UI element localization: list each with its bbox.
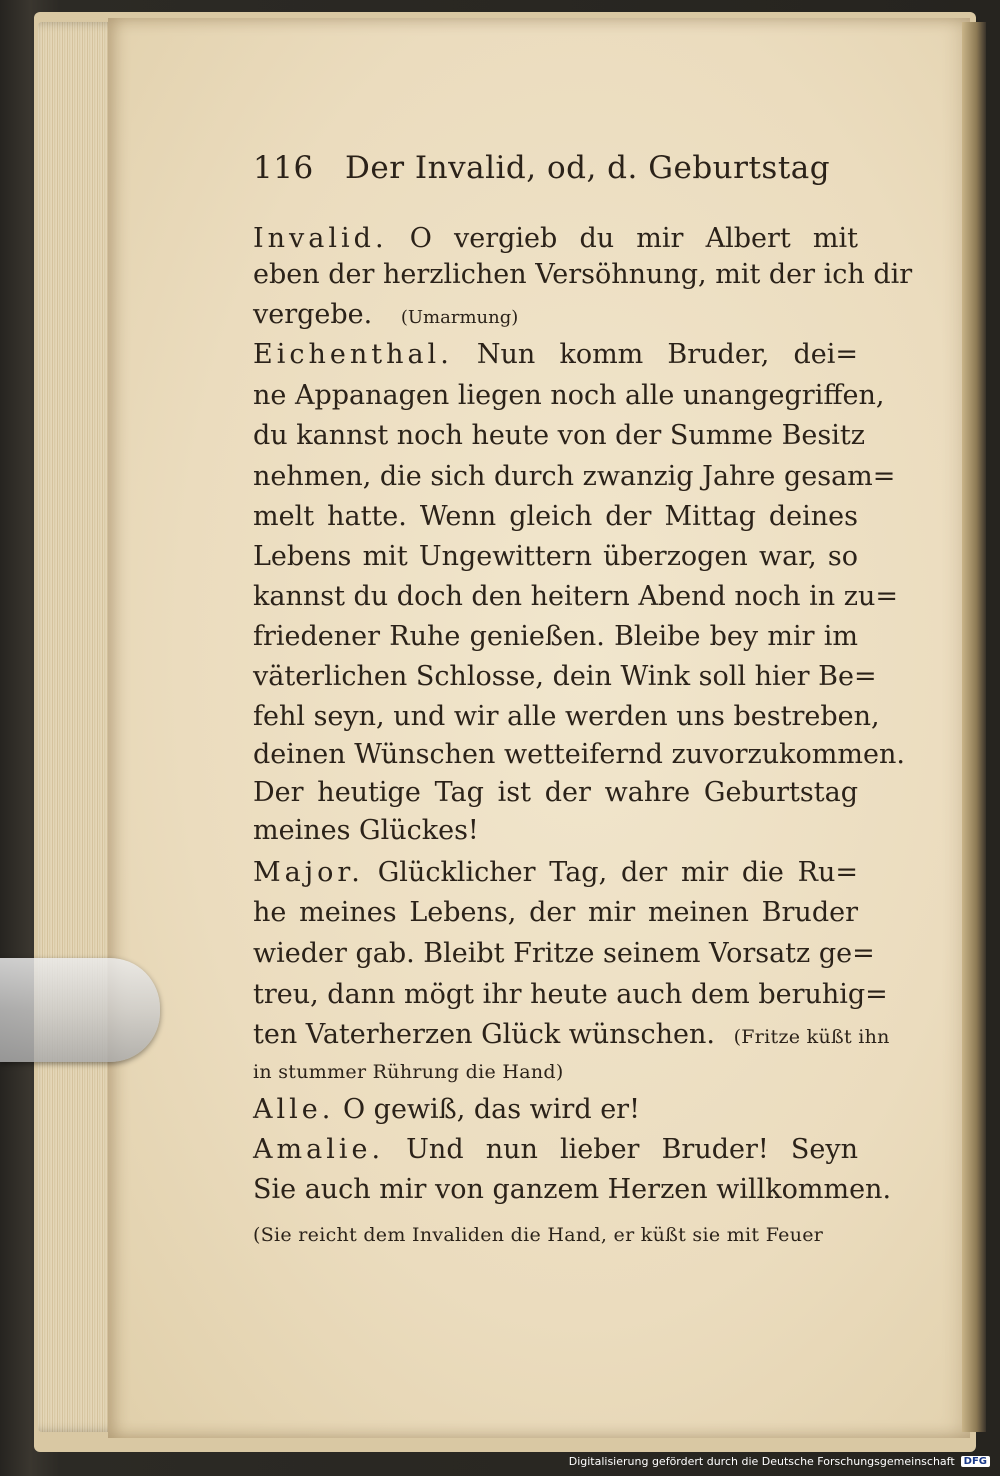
text-line [253, 814, 858, 848]
text-line [253, 937, 875, 971]
line-text: treu, dann mögt ihr heute auch dem beruhig= [253, 979, 888, 1010]
text-line [253, 540, 858, 574]
line-text: melt hatte. Wenn gleich der Mittag deines [253, 501, 858, 532]
stage-direction: (Umarmung) [400, 307, 519, 328]
text-line [253, 379, 885, 413]
line-text: vergebe. [253, 299, 373, 330]
footer-text: Digitalisierung gefördert durch die Deutsche Forschungsgemeinschaft [568, 1455, 955, 1468]
line-text: O gewiß, das wird er! [342, 1094, 640, 1125]
text-line [253, 1173, 892, 1207]
text-line [253, 776, 858, 810]
text-line [253, 1216, 858, 1252]
page-number: 116 [253, 150, 314, 186]
line-text: Der heutige Tag ist der wahre Geburtstag [253, 777, 858, 808]
text-line [253, 978, 888, 1012]
line-text: Und nun lieber Bruder! Seyn [406, 1134, 858, 1165]
speaker-name: Invalid. [253, 223, 388, 254]
digitization-footer [569, 1455, 990, 1468]
text-line [253, 580, 898, 614]
text-line [253, 1018, 890, 1054]
line-text: Sie auch mir von ganzem Herzen willkommen. [253, 1174, 892, 1205]
line-text: kannst du doch den heitern Abend noch in zu= [253, 581, 898, 612]
text-line [253, 700, 880, 734]
stage-direction: (Sie reicht dem Invaliden die Hand, er küßt sie mit Feuer [253, 1224, 824, 1246]
text-line [253, 660, 877, 694]
line-text: Nun komm Bruder, dei= [476, 339, 858, 370]
text-line [253, 1133, 858, 1167]
line-text: Glücklicher Tag, der mir die Ru= [377, 857, 858, 888]
text-line [253, 419, 865, 453]
text-line [253, 460, 896, 494]
speaker-name: Eichenthal. [253, 339, 453, 370]
text-line [253, 620, 858, 654]
text-line [253, 1093, 858, 1127]
line-text: fehl seyn, und wir alle werden uns bestreben, [253, 701, 880, 732]
book-gutter [962, 22, 986, 1432]
line-text: friedener Ruhe genießen. Bleibe bey mir im [253, 621, 858, 652]
line-text: ten Vaterherzen Glück wünschen. [253, 1019, 715, 1050]
line-text: ne Appanagen liegen noch alle unangegriffen, [253, 380, 885, 411]
text-line [253, 738, 905, 772]
speaker-name: Amalie. [253, 1134, 385, 1165]
text-line [253, 856, 858, 890]
dfg-logo: DFG [961, 1456, 990, 1467]
line-text: du kannst noch heute von der Summe Besitz [253, 420, 865, 451]
text-line [253, 258, 913, 292]
speaker-name: Major. [253, 857, 364, 888]
speaker-name: Alle. [253, 1094, 335, 1125]
page-clip [0, 958, 160, 1062]
text-line [253, 298, 858, 335]
text-line [253, 896, 858, 930]
text-line [253, 500, 858, 534]
line-text: wieder gab. Bleibt Fritze seinem Vorsatz ge= [253, 938, 875, 969]
line-text: O vergieb du mir Albert mit [409, 223, 858, 254]
line-text: he meines Lebens, der mir meinen Bruder [253, 897, 858, 928]
line-text: Lebens mit Ungewittern überzogen war, so [253, 541, 858, 572]
line-text: nehmen, die sich durch zwanzig Jahre gesam= [253, 461, 896, 492]
line-text: meines Glückes! [253, 815, 479, 846]
stage-direction: in stummer Rührung die Hand) [253, 1061, 564, 1083]
line-text: väterlichen Schlosse, dein Wink soll hier Be= [253, 661, 877, 692]
stage-direction: (Fritze küßt ihn [733, 1026, 890, 1048]
text-line [253, 222, 858, 256]
line-text: eben der herzlichen Versöhnung, mit der ich dir [253, 259, 913, 290]
running-title: Der Invalid, od, d. Geburtstag [345, 150, 831, 186]
text-line [253, 338, 858, 372]
running-head [253, 150, 833, 186]
line-text: deinen Wünschen wetteifernd zuvorzukommen. [253, 739, 905, 770]
text-line [253, 1053, 858, 1089]
